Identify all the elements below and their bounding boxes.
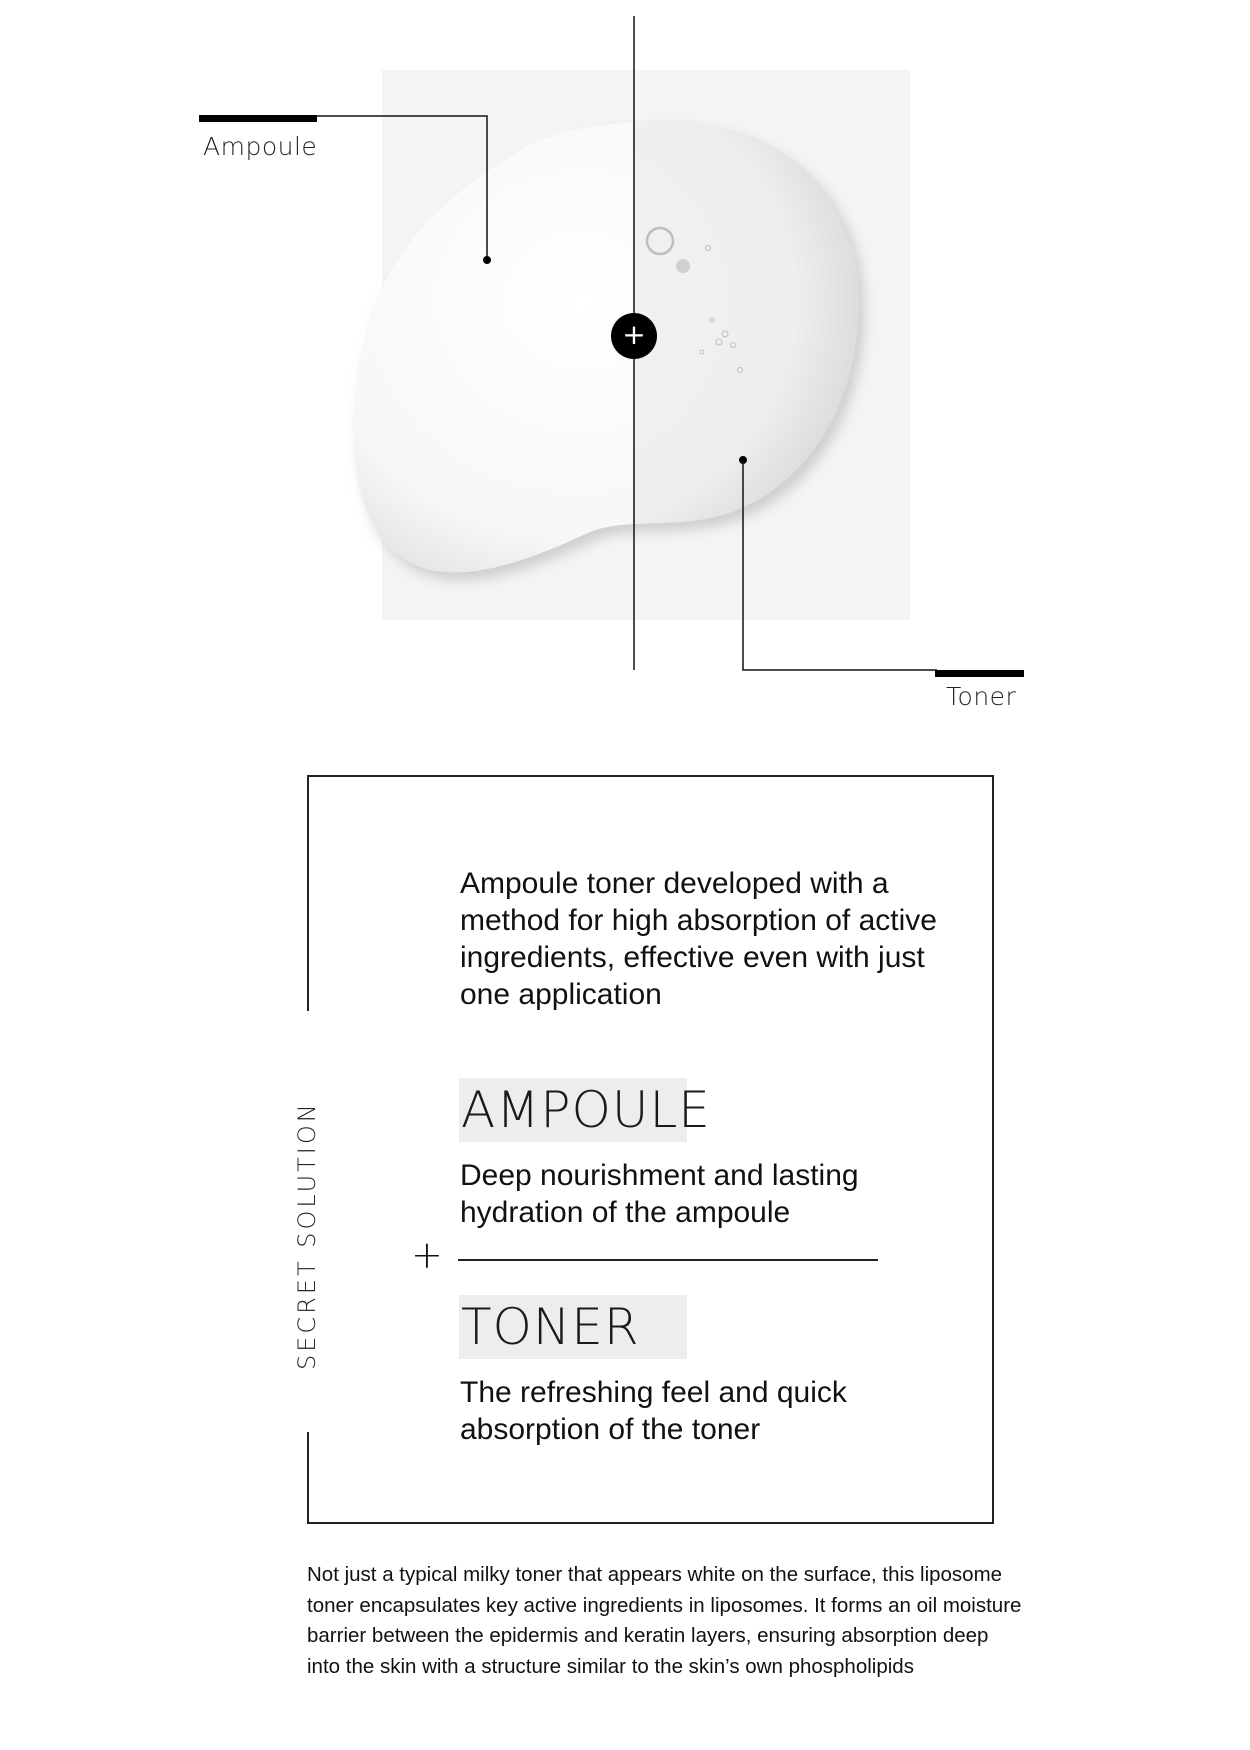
side-label-vertical: SECRET SOLUTION bbox=[293, 1101, 321, 1370]
toner-section-title: TONER bbox=[459, 1295, 687, 1359]
box-border-left-lower bbox=[307, 1432, 309, 1524]
ampoule-section-description: Deep nourishment and lasting hydration of the ampoule bbox=[460, 1159, 859, 1229]
box-border-bottom bbox=[307, 1522, 994, 1524]
ampoule-callout-dot bbox=[483, 256, 491, 264]
box-border-top bbox=[307, 775, 994, 777]
footnote-paragraph: Not just a typical milky toner that appears white on the surface, this liposome toner encapsulates key active ingredients in liposomes. It forms an oil moisture barrier between the epidermis and keratin layers, ensuring absorption deep into the skin with a structure similar to the skin’s own phospholipids bbox=[307, 1563, 1022, 1678]
ampoule-callout-bar bbox=[199, 115, 317, 122]
toner-section-description: The refreshing feel and quick absorption of the toner bbox=[460, 1376, 847, 1446]
box-border-right bbox=[992, 775, 994, 1524]
ampoule-callout-label: Ampoule bbox=[203, 132, 318, 161]
toner-callout-bar bbox=[935, 670, 1024, 677]
toner-callout-label: Toner bbox=[946, 682, 1017, 711]
plus-badge-icon: + bbox=[611, 313, 657, 359]
plus-icon: + bbox=[411, 1233, 443, 1277]
section-divider-line bbox=[458, 1259, 878, 1261]
headline-text: Ampoule toner developed with a method for high absorption of active ingredients, effective even with just one application bbox=[460, 867, 937, 1011]
ampoule-section-title: AMPOULE bbox=[459, 1078, 687, 1142]
box-border-left-upper bbox=[307, 775, 309, 1011]
